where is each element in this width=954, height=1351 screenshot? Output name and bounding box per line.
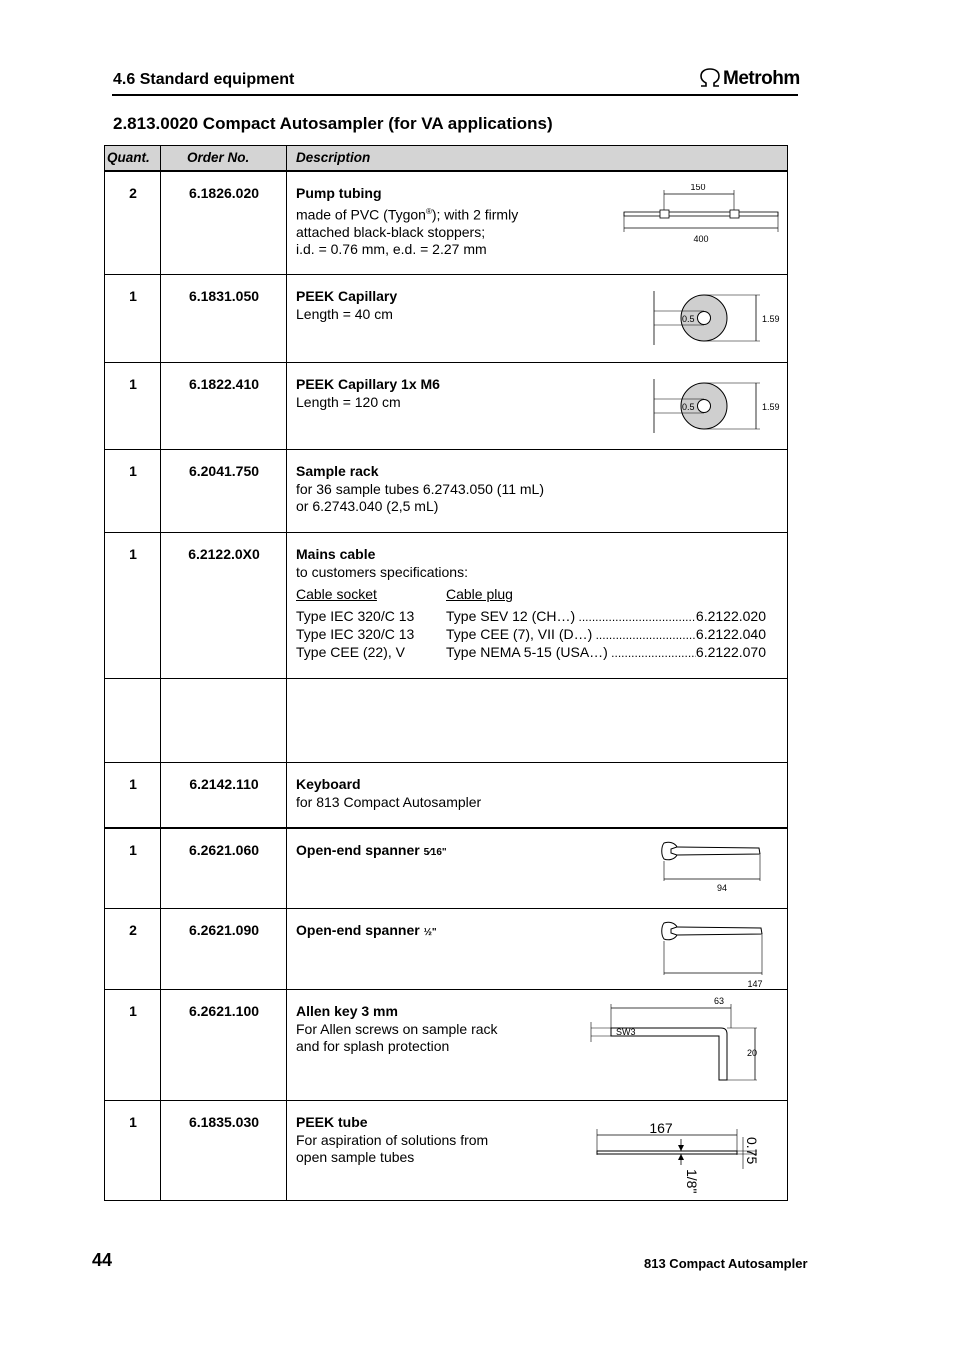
capillary-cross-section-drawing [648,287,788,349]
dimension-label: 94 [716,883,728,893]
dimension-label: 0.75 [744,1137,760,1165]
order-number: 6.2621.090 [188,922,260,938]
order-number: 6.2621.060 [188,842,260,858]
equipment-table [104,145,788,1201]
metrohm-logo [697,66,800,92]
description [296,1114,488,1167]
spanner-size: ½" [423,927,437,938]
item-name: Sample rack [296,463,379,479]
table-row [105,763,787,829]
cable-socket: Type CEE (22), V [296,644,405,660]
item-detail: or 6.2743.040 (2,5 mL) [296,498,439,514]
cable-plug: Type NEMA 5-15 (USA…) ..... [446,643,696,662]
dimension-label: 1.59 [762,314,780,324]
peek-tube-drawing [591,1109,781,1197]
capillary-cross-section-drawing [648,375,788,437]
order-number: 6.2142.110 [189,776,259,792]
column-header-quant: Quant. [107,150,150,165]
table-row [105,990,787,1101]
document-title: 2.813.0020 Compact Autosampler (for VA applications) [113,114,553,133]
item-detail: made of PVC (Tygon®); with 2 firmly [296,206,519,223]
cable-order-number: 6.2122.020 [695,608,766,624]
spanner-drawing [659,837,769,895]
item-name: PEEK tube [296,1114,368,1130]
table-row [105,172,787,275]
table-row [105,450,787,533]
table-row [105,1101,787,1200]
table-header [105,146,787,172]
dimension-label: 0.5 [682,314,695,324]
quantity: 2 [129,185,137,201]
item-name: Open-end spanner ½" [296,922,437,938]
order-number: 6.2122.0X0 [188,546,260,562]
description [296,842,447,862]
spanner-drawing [659,917,771,989]
cable-plug-header: Cable plug [446,586,513,602]
quantity: 1 [129,842,137,858]
pump-tubing-drawing [622,184,782,244]
item-detail: Length = 40 cm [296,305,393,322]
order-number: 6.1835.030 [188,1114,260,1130]
omega-icon [697,66,723,90]
cable-order-number: 6.2122.070 [695,644,766,660]
column-header-order-no: Order No. [187,150,250,165]
quantity: 1 [129,776,137,792]
spanner-size: 5⁄16" [423,847,447,858]
brand-name: Metrohm [723,68,800,89]
order-number: 6.1831.050 [188,288,260,304]
description [296,546,468,581]
quantity: 2 [129,922,137,938]
description [296,376,440,411]
dimension-label: 0.5 [682,402,695,412]
cable-plug: Type SEV 12 (CH…) ..... [446,607,696,626]
description [296,185,518,259]
quantity: 1 [129,463,137,479]
order-number: 6.2041.750 [188,463,260,479]
quantity: 1 [129,288,137,304]
cable-socket-header: Cable socket [296,586,377,602]
item-detail: For aspiration of solutions from [296,1131,489,1148]
column-header-description: Description [296,150,371,165]
dimension-label: 150 [690,184,706,192]
description [296,776,481,811]
item-name: Mains cable [296,546,376,562]
dimension-label: SW3 [616,1027,636,1037]
table-row [105,909,787,990]
order-number: 6.2621.100 [188,1003,260,1019]
quantity: 1 [129,546,137,562]
table-row [105,275,787,363]
item-detail: i.d. = 0.76 mm, e.d. = 2.27 mm [296,241,487,258]
order-number: 6.1826.020 [188,185,260,201]
dimension-label: 147 [747,979,763,989]
item-detail: and for splash protection [296,1038,450,1054]
item-detail: open sample tubes [296,1149,415,1165]
description [296,463,544,516]
item-name: PEEK Capillary [296,288,398,304]
table-row [105,533,787,679]
dimension-label: 1.59 [762,402,780,412]
item-name: Keyboard [296,776,361,792]
item-detail: to customers specifications: [296,563,468,580]
dimension-label: 167 [649,1120,673,1136]
order-number: 6.1822.410 [188,376,260,392]
item-detail: For Allen screws on sample rack [296,1020,498,1037]
dimension-label: 20 [747,1048,758,1058]
quantity: 1 [129,1114,137,1130]
dimension-label: 1/8" [684,1169,700,1194]
table-row-empty [105,679,787,763]
item-detail: Length = 120 cm [296,393,401,410]
table-row [105,829,787,909]
quantity: 1 [129,376,137,392]
quantity: 1 [129,1003,137,1019]
item-detail: for 813 Compact Autosampler [296,793,482,810]
item-detail: attached black-black stoppers; [296,223,486,240]
description [296,288,397,323]
dimension-label: 63 [713,996,725,1006]
description [296,1003,498,1056]
cable-socket: Type IEC 320/C 13 [296,626,415,642]
header-rule [112,94,798,96]
item-name: Allen key 3 mm [296,1003,398,1019]
cable-plug: Type CEE (7), VII (D…) ..... [446,625,696,644]
item-detail: for 36 sample tubes 6.2743.050 (11 mL) [296,480,545,497]
cable-socket: Type IEC 320/C 13 [296,608,415,624]
dimension-label: 400 [693,234,709,244]
allen-key-drawing [585,992,765,1098]
description [296,922,437,942]
item-name: Pump tubing [296,185,382,201]
page-number: 44 [92,1250,113,1270]
table-row [105,363,787,450]
item-name: PEEK Capillary 1x M6 [296,376,440,392]
section-title: 4.6 Standard equipment [113,71,295,88]
footer-product: 813 Compact Autosampler [644,1256,808,1271]
cable-order-number: 6.2122.040 [695,626,766,642]
item-name: Open-end spanner 5⁄16" [296,842,447,858]
